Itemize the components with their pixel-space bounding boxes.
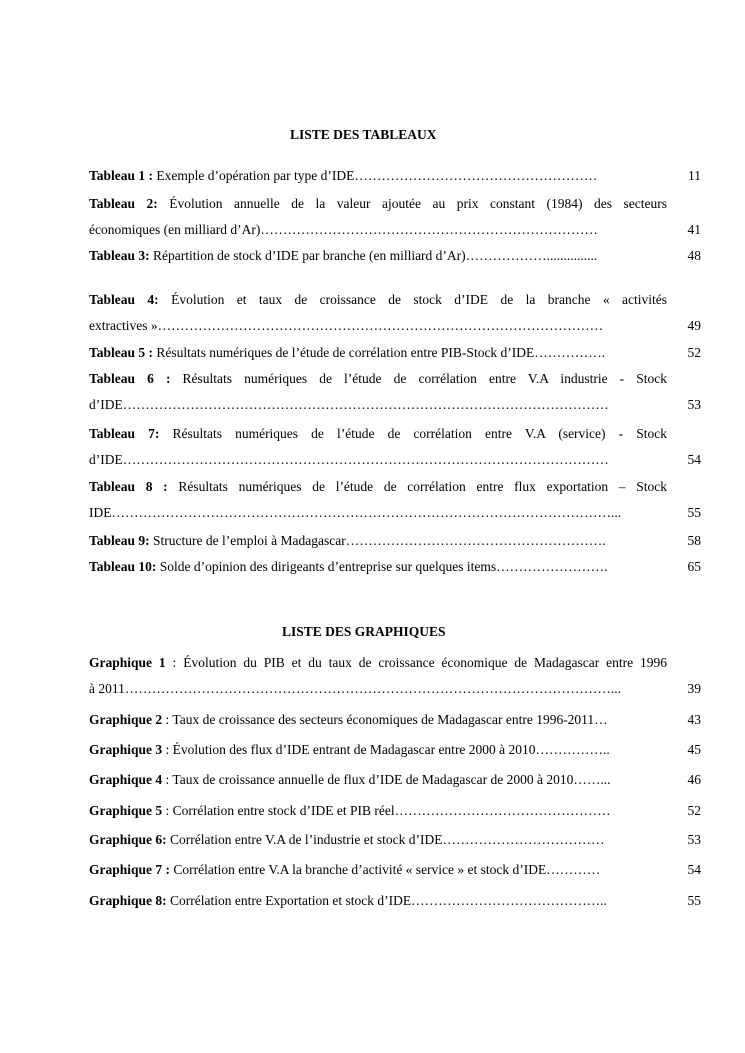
graph-entry — [89, 827, 701, 853]
graph-page-number: 45 — [687, 742, 701, 757]
table-title-line — [89, 366, 667, 392]
graph-title-text: : Corrélation entre stock d’IDE et PIB réel………………………………………… — [162, 803, 611, 818]
graph-title-text: Corrélation entre V.A de l’industrie et stock d’IDE……………………………… — [166, 832, 605, 847]
graph-page-number: 39 — [687, 681, 701, 696]
table-entry — [89, 366, 701, 418]
graphs-heading: LISTE DES GRAPHIQUES — [282, 624, 446, 639]
tables-heading: LISTE DES TABLEAUX — [290, 127, 437, 142]
graph-label: Graphique 1 — [89, 655, 166, 670]
table-page-number: 53 — [687, 397, 701, 412]
table-entry — [89, 243, 701, 269]
table-entry — [89, 528, 701, 554]
table-page-number: 52 — [687, 345, 701, 360]
graph-title-line — [89, 857, 667, 883]
table-label: Tableau 1 : — [89, 168, 154, 183]
graph-label: Graphique 5 — [89, 803, 163, 818]
table-title-line — [89, 191, 667, 217]
table-title-text: Résultats numériques de l’étude de corrélation entre V.A (service) - Stock — [159, 426, 667, 441]
graph-page-number: 43 — [687, 712, 701, 727]
graph-entry — [89, 737, 701, 763]
table-page-number: 48 — [687, 248, 701, 263]
graph-entry — [89, 857, 701, 883]
graph-title-line — [89, 767, 667, 793]
graph-title-continuation: à 2011………………………………………………………………………………………………... — [89, 681, 621, 696]
graph-entry — [89, 650, 701, 702]
table-title-line — [89, 474, 667, 500]
table-entry — [89, 554, 701, 580]
graph-title-line — [89, 650, 667, 676]
graph-title-text: : Taux de croissance annuelle de flux d’IDE de Madagascar de 2000 à 2010……... — [162, 772, 611, 787]
graph-label: Graphique 6: — [89, 832, 167, 847]
graph-page-number: 53 — [687, 832, 701, 847]
table-title-line — [89, 528, 667, 554]
table-title-text: Solde d’opinion des dirigeants d’entreprise sur quelques items……………………. — [156, 559, 608, 574]
table-page-number: 65 — [687, 559, 701, 574]
graph-title-text: Corrélation entre Exportation et stock d’IDE…………………………………….. — [166, 893, 607, 908]
table-label: Tableau 3: — [89, 248, 150, 263]
table-title-continuation: IDE…………………………………………………………………………………………………... — [89, 505, 622, 520]
table-title-text: Évolution et taux de croissance de stock d’IDE de la branche « activités — [158, 292, 667, 307]
table-label: Tableau 5 : — [89, 345, 154, 360]
table-title-line — [89, 340, 667, 366]
table-title-text: Exemple d’opération par type d’IDE……………………………………………… — [153, 168, 598, 183]
graph-page-number: 54 — [687, 862, 701, 877]
graph-entry — [89, 767, 701, 793]
table-title-continuation: économiques (en milliard d’Ar)………………………………………………………………… — [89, 222, 598, 237]
table-page-number: 41 — [687, 222, 701, 237]
graph-title-line — [89, 737, 667, 763]
table-page-number: 54 — [687, 452, 701, 467]
table-title-continuation: d’IDE……………………………………………………………………………………………… — [89, 452, 609, 467]
graph-entry — [89, 798, 701, 824]
table-title-text: Résultats numériques de l’étude de corrélation entre PIB-Stock d’IDE……………. — [153, 345, 606, 360]
graph-title-text: Corrélation entre V.A la branche d’activité « service » et stock d’IDE………… — [170, 862, 601, 877]
table-title-line — [89, 163, 667, 189]
table-label: Tableau 10: — [89, 559, 157, 574]
graph-label: Graphique 7 : — [89, 862, 171, 877]
table-title-continuation: d’IDE……………………………………………………………………………………………… — [89, 397, 609, 412]
graph-page-number: 55 — [687, 893, 701, 908]
graph-page-number: 46 — [687, 772, 701, 787]
table-entry — [89, 474, 701, 526]
table-entry — [89, 191, 701, 243]
table-page-number: 49 — [687, 318, 701, 333]
table-title-text: Résultats numériques de l’étude de corrélation entre V.A industrie - Stock — [170, 371, 667, 386]
graph-label: Graphique 4 — [89, 772, 163, 787]
table-label: Tableau 9: — [89, 533, 150, 548]
table-label: Tableau 6 : — [89, 371, 171, 386]
graph-entry — [89, 888, 701, 914]
table-title-continuation: extractives »……………………………………………………………………………………… — [89, 318, 604, 333]
table-entry — [89, 421, 701, 473]
graph-title-text: : Évolution du PIB et du taux de croissance économique de Madagascar entre 1996 — [165, 655, 667, 670]
table-title-line — [89, 421, 667, 447]
table-page-number: 11 — [688, 168, 701, 183]
graph-title-text: : Évolution des flux d’IDE entrant de Madagascar entre 2000 à 2010…………….. — [162, 742, 610, 757]
table-page-number: 55 — [687, 505, 701, 520]
table-title-text: Répartition de stock d’IDE par branche (en milliard d’Ar)………………............... — [149, 248, 598, 263]
table-label: Tableau 4: — [89, 292, 159, 307]
table-label: Tableau 7: — [89, 426, 160, 441]
table-page-number: 58 — [687, 533, 701, 548]
graph-title-line — [89, 888, 667, 914]
table-label: Tableau 8 : — [89, 479, 168, 494]
graph-title-line — [89, 707, 667, 733]
graph-title-line — [89, 798, 667, 824]
table-title-text: Résultats numériques de l’étude de corrélation entre flux exportation – Stock — [167, 479, 667, 494]
graph-title-text: : Taux de croissance des secteurs économiques de Madagascar entre 1996-2011… — [162, 712, 608, 727]
graph-label: Graphique 8: — [89, 893, 167, 908]
table-title-text: Structure de l’emploi à Madagascar…………………………………………………. — [149, 533, 606, 548]
table-title-line — [89, 554, 667, 580]
table-label: Tableau 2: — [89, 196, 158, 211]
graph-title-line — [89, 827, 667, 853]
graph-label: Graphique 2 — [89, 712, 163, 727]
table-title-line — [89, 243, 667, 269]
table-entry — [89, 287, 701, 339]
table-title-text: Évolution annuelle de la valeur ajoutée au prix constant (1984) des secteurs — [157, 196, 667, 211]
graph-label: Graphique 3 — [89, 742, 163, 757]
table-title-line — [89, 287, 667, 313]
table-entry — [89, 340, 701, 366]
graph-entry — [89, 707, 701, 733]
table-entry — [89, 163, 701, 189]
graph-page-number: 52 — [687, 803, 701, 818]
